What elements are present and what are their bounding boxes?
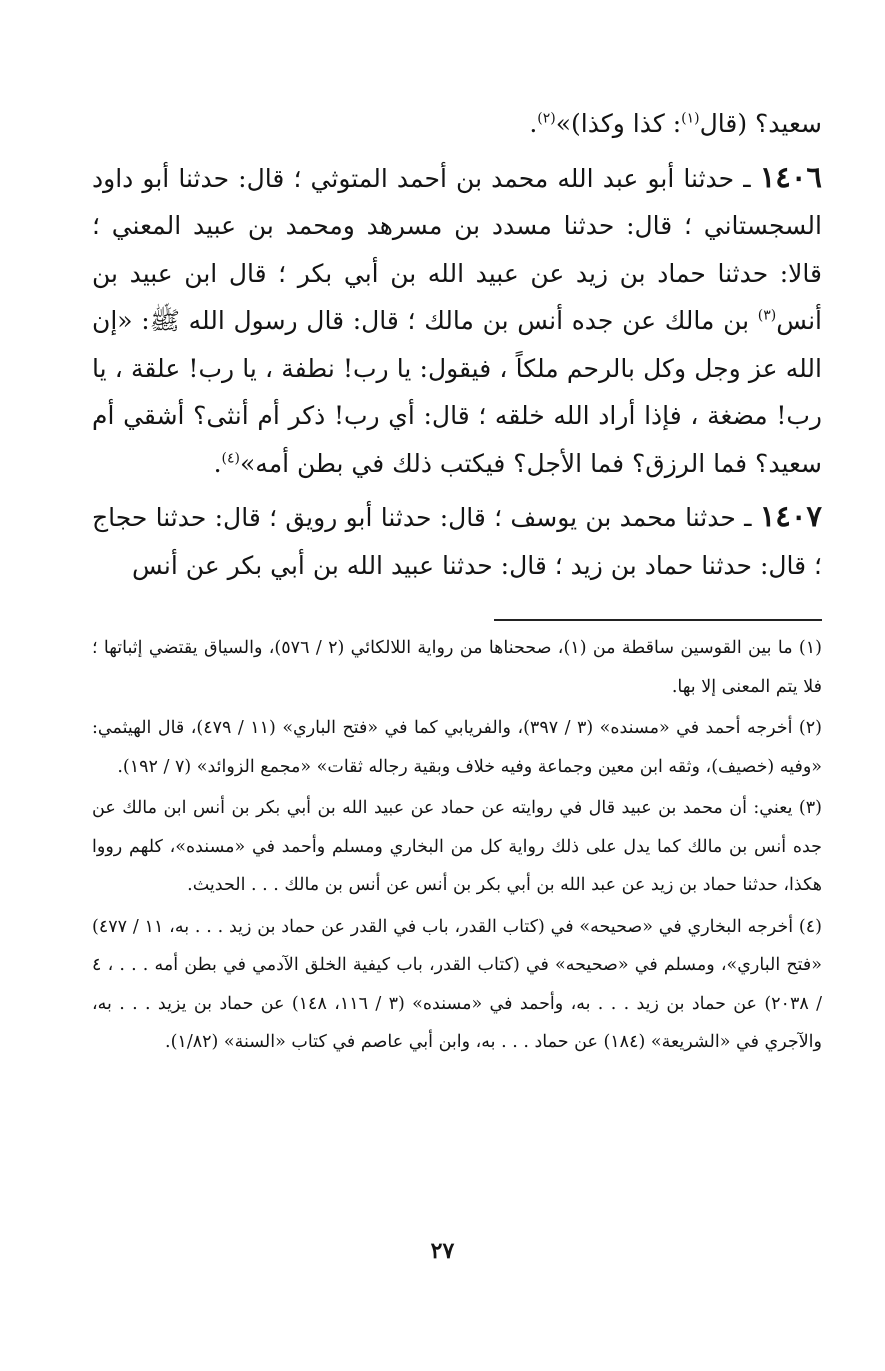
text-run: بن مالك عن جده أنس بن مالك ؛ قال: قال رسول الله ﷺ: «إن الله عز وجل وكل بالرحم ملكاً ، فيقول: يا رب! نطفة ، يا رب! علقة ، يا رب! مضغة ، فإذا أراد الله خلقه ؛ قال: أي رب! ذكر أم أنثى؟ أشقي أم سعيد؟ فما الرزق؟ فما الأجل؟ فيكتب ذلك في بطن أمه» bbox=[92, 306, 822, 478]
hadith-number: ١٤٠٧ bbox=[759, 499, 822, 533]
text-run: : كذا وكذا)» bbox=[555, 109, 682, 138]
footnote-ref-1[interactable]: (١) bbox=[681, 110, 700, 127]
text-run: . bbox=[529, 109, 538, 138]
text-run: ـ حدثنا محمد بن يوسف ؛ قال: حدثنا أبو رويق ؛ قال: حدثنا حجاج ؛ قال: حدثنا حماد بن زيد ؛ قال: حدثنا عبيد الله بن أبي بكر عن أنس bbox=[92, 503, 822, 580]
footnote-ref-4[interactable]: (٤) bbox=[221, 450, 240, 467]
footnote-divider bbox=[494, 619, 822, 621]
hadith-1407 bbox=[92, 493, 822, 589]
page-number: ٢٧ bbox=[430, 1238, 455, 1264]
footnote-1: (١) ما بين القوسين ساقطة من (١)، صححناها من رواية اللالكائي (٢ / ٥٧٦)، والسياق يقتضي إثباتها ؛ فلا يتم المعنى إلا بها. bbox=[92, 638, 822, 697]
footnote-ref-2[interactable]: (٢) bbox=[537, 110, 556, 127]
footnote-2: (٢) أخرجه أحمد في «مسنده» (٣ / ٣٩٧)، والفريابي كما في «فتح الباري» (١١ / ٤٧٩)، قال الهيثمي: «وفيه (خصيف)، وثقه ابن معين وجماعة وفيه خلاف وبقية رجاله ثقات» «مجمع الزوائد» (٧ / ١٩٢). bbox=[92, 718, 822, 777]
text-run: . bbox=[213, 448, 222, 478]
footnote-3: (٣) يعني: أن محمد بن عبيد قال في روايته عن حماد عن عبيد الله بن أبي بكر بن أنس ابن مالك عن جده أنس بن مالك كما يدل على ذلك رواية كل من البخاري ومسلم وأحمد في «مسنده»، كلهم رووا هكذا، حدثنا حماد بن زيد عن عبد الله بن أبي بكر بن أنس عن أنس بن مالك . . . الحديث. bbox=[92, 798, 822, 895]
continued-line bbox=[92, 100, 822, 148]
footnote-ref-3[interactable]: (٣) bbox=[757, 307, 777, 324]
hadith-1406 bbox=[92, 154, 822, 488]
text-run: ـ حدثنا أبو عبد الله محمد بن أحمد المتوثي ؛ قال: حدثنا أبو داود السجستاني ؛ قال: حدثنا مسدد بن مسرهد ومحمد بن عبيد المعني ؛ قالا: حدثنا حماد بن زيد عن عبيد الله بن أبي بكر ؛ قال ابن عبيد بن أنس bbox=[92, 163, 822, 335]
page-content bbox=[92, 100, 822, 1062]
hadith-number: ١٤٠٦ bbox=[759, 159, 822, 194]
text-run: سعيد؟ (قال bbox=[699, 109, 822, 138]
footnote-4: (٤) أخرجه البخاري في «صحيحه» في (كتاب القدر، باب في القدر عن حماد بن زيد . . . به، ١١ / ٤٧٧) «فتح الباري»، ومسلم في «صحيحه» في (كتاب القدر، باب كيفية الخلق الآدمي في بطن أمه . . . ، ٤ / ٢٠٣٨) عن حماد بن زيد . . . به، وأحمد في «مسنده» (٣ / ١١٦، ١٤٨) عن حماد بن يزيد . . . به، والآجري في «الشريعة» (١٨٤) عن حماد . . . به، وابن أبي عاصم في كتاب «السنة» (١/٨٢). bbox=[92, 916, 822, 1052]
